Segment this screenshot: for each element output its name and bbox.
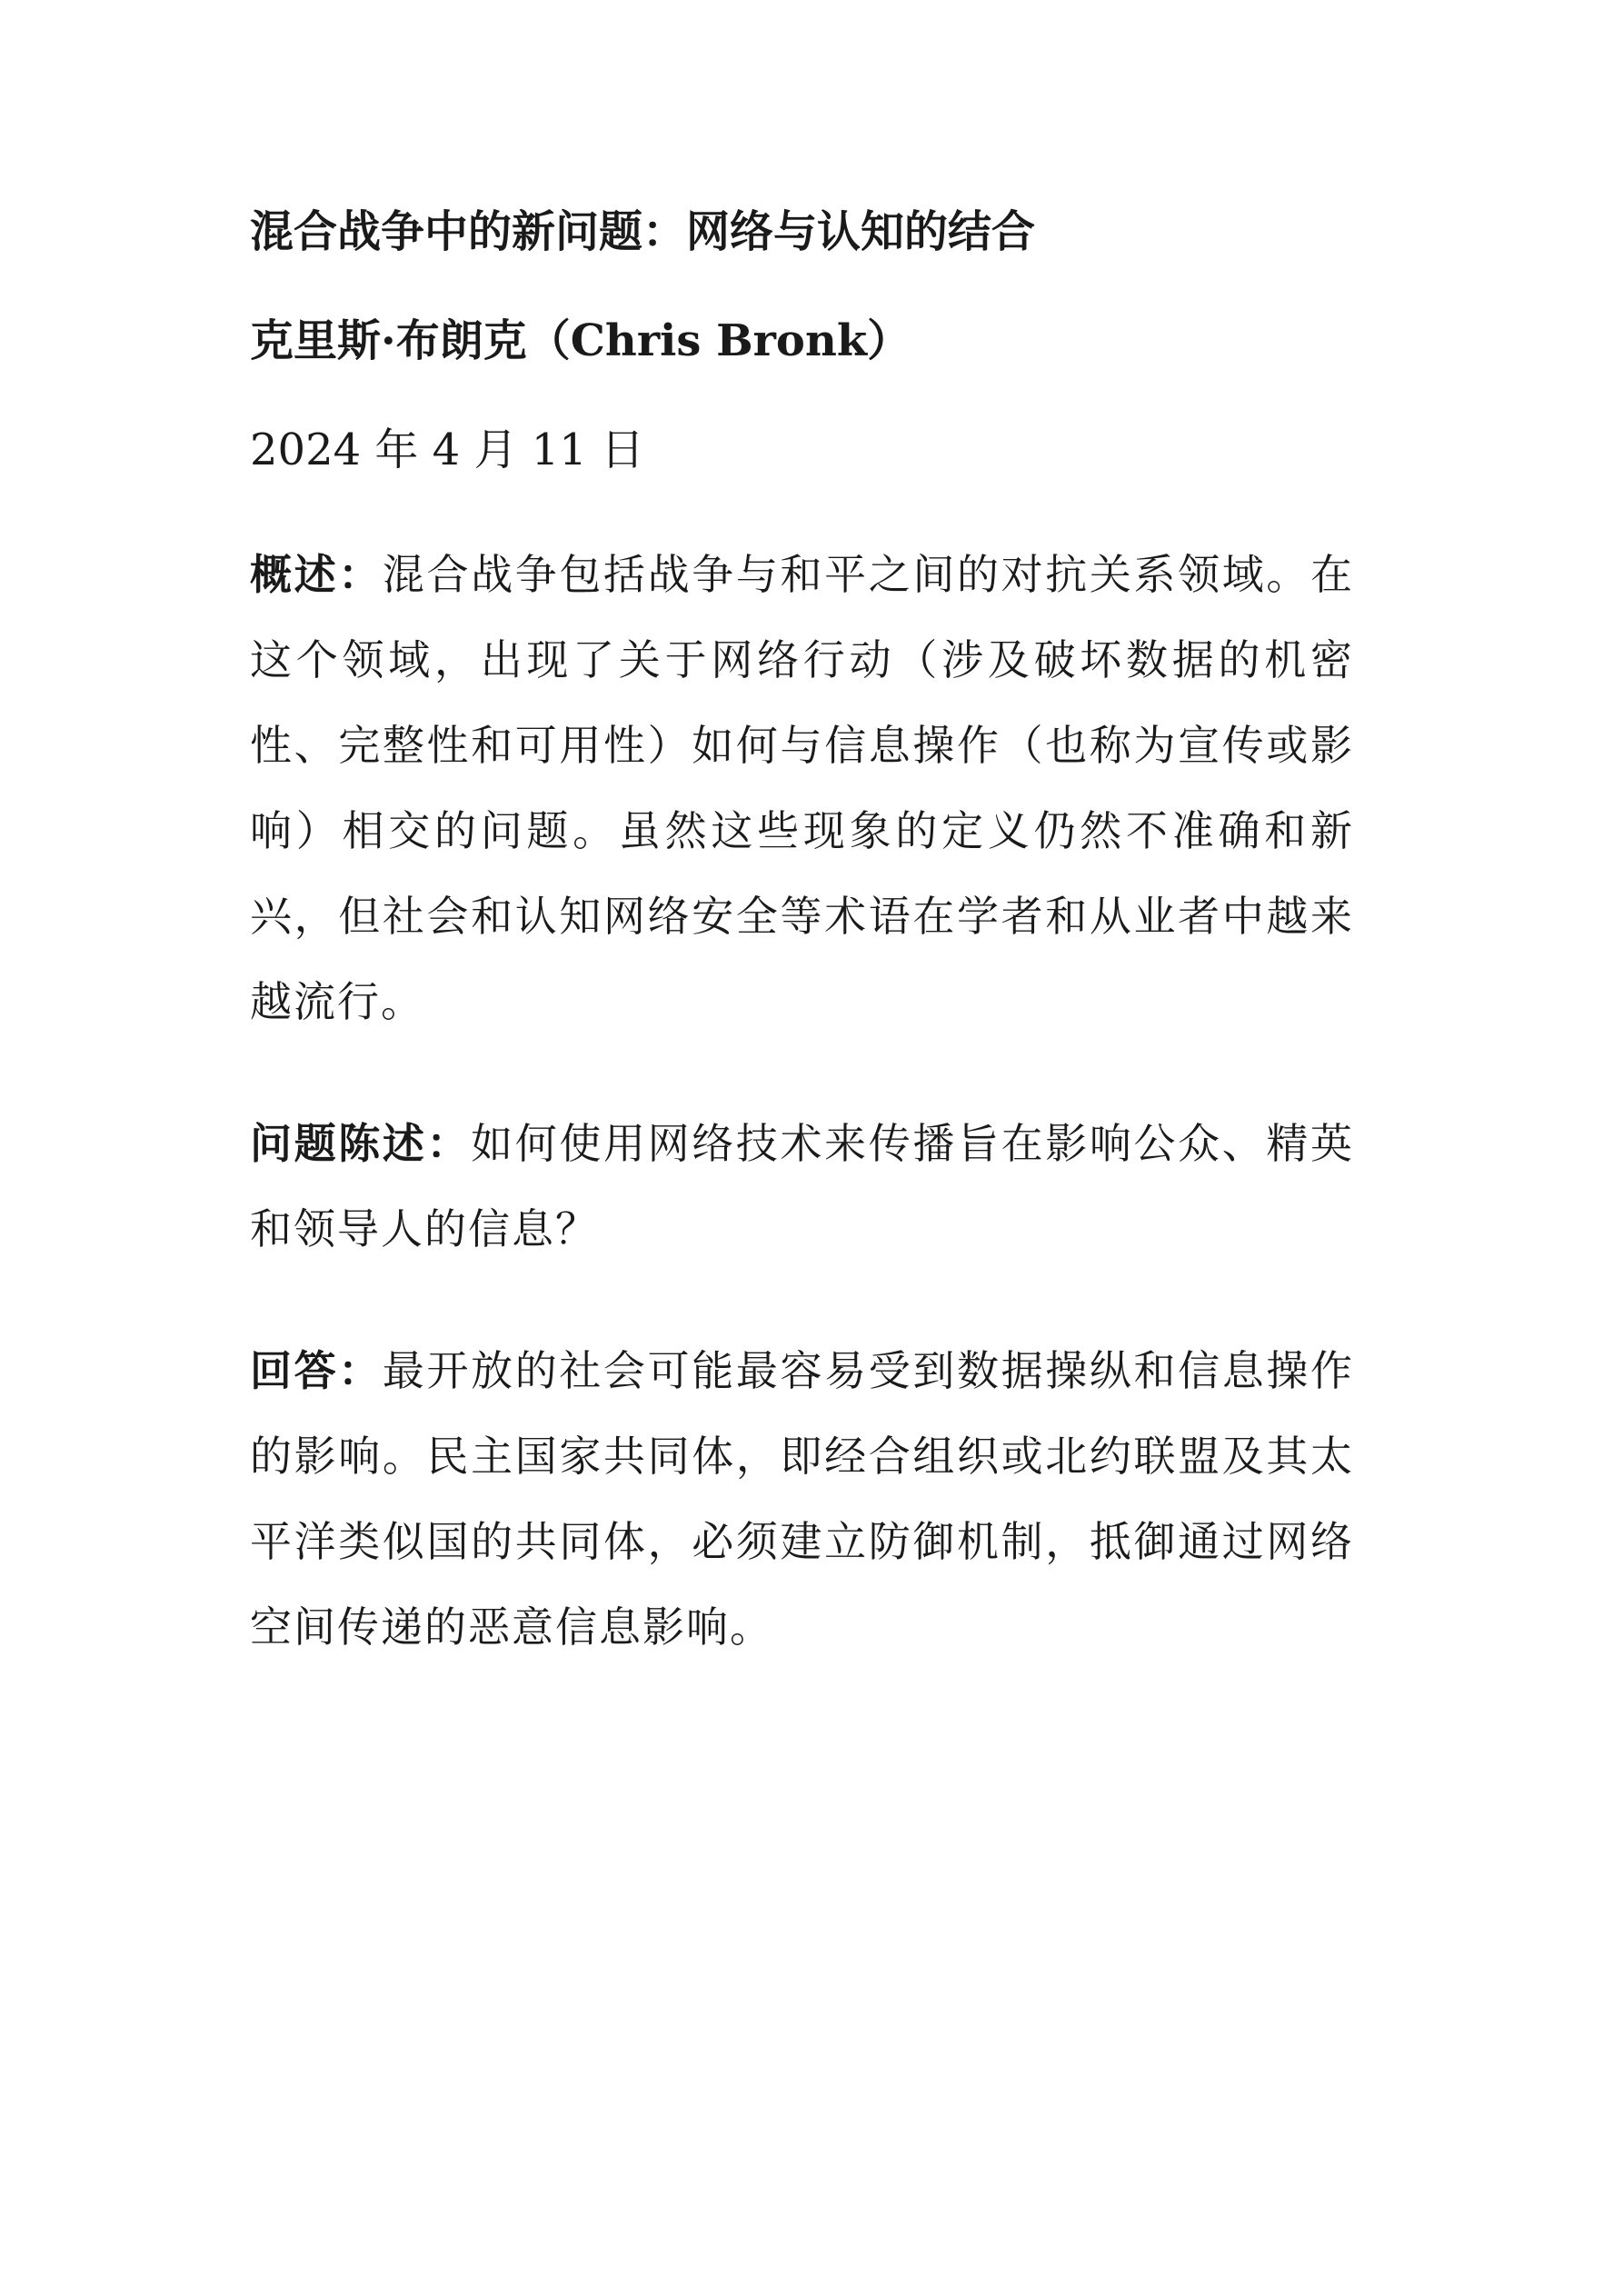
- problem-statement-text: 如何使用网络技术来传播旨在影响公众、精英和领导人的信息？: [250, 1119, 1354, 1253]
- answer-label: 回答：: [250, 1346, 383, 1395]
- answer-paragraph: [250, 1328, 1354, 1670]
- overview-label: 概述：: [250, 550, 383, 599]
- document-date: 2024 年 4 月 11 日: [250, 424, 645, 475]
- document-content: [250, 205, 1354, 1726]
- problem-statement-paragraph: [250, 1101, 1354, 1272]
- document-author: 克里斯·布朗克（Chris Bronk）: [250, 315, 911, 366]
- overview-text: 混合战争包括战争与和平之间的对抗关系领域。在这个领域，出现了关于网络行动（涉及破坏数据的机密性、完整性和可用性）如何与信息操作（也称为宣传或影响）相交的问题。虽然这些现象的定义仍然不准确和新兴，但社会和认知网络安全等术语在学者和从业者中越来越流行。: [250, 550, 1354, 1026]
- document-title: 混合战争中的新问题：网络与认知的结合: [250, 206, 1036, 257]
- overview-paragraph: [250, 532, 1354, 1044]
- problem-statement-label: 问题陈述：: [250, 1119, 472, 1168]
- answer-text: 最开放的社会可能最容易受到数据操纵和信息操作的影响。民主国家共同体，即经合组织或北约联盟及其太平洋类似国的共同体，必须建立防御机制，抵御通过网络空间传递的恶意信息影响。: [250, 1346, 1354, 1652]
